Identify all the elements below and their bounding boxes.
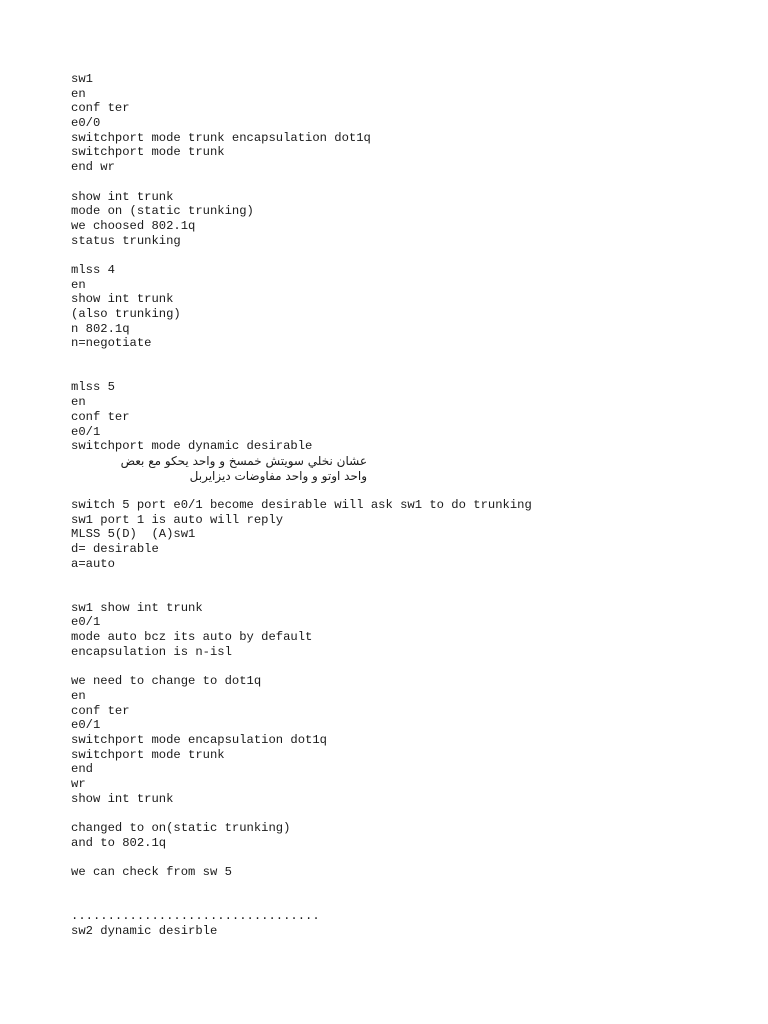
text-line: en (71, 86, 86, 101)
text-line: switchport mode trunk (71, 145, 225, 160)
blank-line (71, 175, 751, 190)
text-line: (also trunking) (71, 307, 181, 321)
text-line: changed to on(static trunking) (71, 821, 291, 836)
arabic-text-line: عشان نخلي سويتش خمسخ و واحد يحكو مع بعض (120, 453, 367, 468)
text-line: end wr (71, 160, 115, 175)
blank-line (71, 366, 751, 381)
text-line: show int trunk (71, 791, 174, 806)
text-line: switchport mode trunk encapsulation dot1q (71, 130, 371, 145)
blank-line (71, 483, 751, 498)
text-line: conf ter (71, 409, 130, 424)
text-line: we can check from sw 5 (71, 865, 232, 880)
text-line: we choosed 802.1q (71, 218, 196, 233)
text-line: en (71, 277, 86, 292)
text-line: en (71, 395, 86, 410)
text-line: sw2 dynamic desirble (71, 923, 218, 938)
text-line: conf ter (71, 703, 130, 718)
text-line: mlss 4 (71, 262, 115, 277)
text-line: e0/1 (71, 424, 101, 439)
text-line: wr (71, 777, 86, 791)
text-line: and to 802.1q (71, 835, 167, 850)
text-line: switchport mode encapsulation dot1q (71, 732, 327, 747)
text-line: e0/0 (71, 116, 101, 131)
text-line: sw1 show int trunk (71, 600, 203, 615)
text-line: we need to change to dot1q (71, 674, 262, 689)
blank-line (71, 880, 751, 895)
text-line: mode auto bcz its auto by default (71, 630, 313, 645)
blank-line (71, 248, 751, 263)
text-line: mode on (static trunking) (71, 204, 254, 219)
text-line: show int trunk (71, 189, 174, 204)
arabic-text-line: واحد اوتو و واحد مفاوضات ديزايربل (189, 468, 367, 483)
text-line: sw1 port 1 is auto will reply (71, 512, 284, 527)
text-line: a=auto (71, 556, 115, 571)
text-line: e0/1 (71, 615, 101, 630)
text-line: show int trunk (71, 292, 174, 307)
text-line: encapsulation is n-isl (71, 644, 232, 659)
text-line: d= desirable (71, 542, 159, 556)
text-line: switch 5 port e0/1 become desirable will ask sw1 to do trunking (71, 497, 532, 512)
text-line: conf ter (71, 101, 130, 116)
text-line: switchport mode dynamic desirable (71, 439, 313, 454)
text-line: e0/1 (71, 718, 101, 733)
text-line: sw1 (71, 72, 93, 86)
blank-line (71, 895, 751, 910)
text-line: mlss 5 (71, 380, 115, 395)
document-page (71, 72, 751, 939)
blank-line (71, 586, 751, 601)
blank-line (71, 850, 751, 865)
blank-line (71, 806, 751, 821)
text-line: end (71, 762, 93, 777)
text-line: MLSS 5(D) (A)sw1 (71, 527, 196, 542)
blank-line (71, 351, 751, 366)
text-line: n 802.1q (71, 321, 130, 336)
text-line: switchport mode trunk (71, 747, 225, 762)
text-line: status trunking (71, 233, 181, 248)
dotted-separator: .................................. (71, 909, 320, 924)
blank-line (71, 571, 751, 586)
blank-line (71, 660, 751, 675)
text-line: en (71, 688, 86, 703)
text-line: n=negotiate (71, 336, 152, 351)
